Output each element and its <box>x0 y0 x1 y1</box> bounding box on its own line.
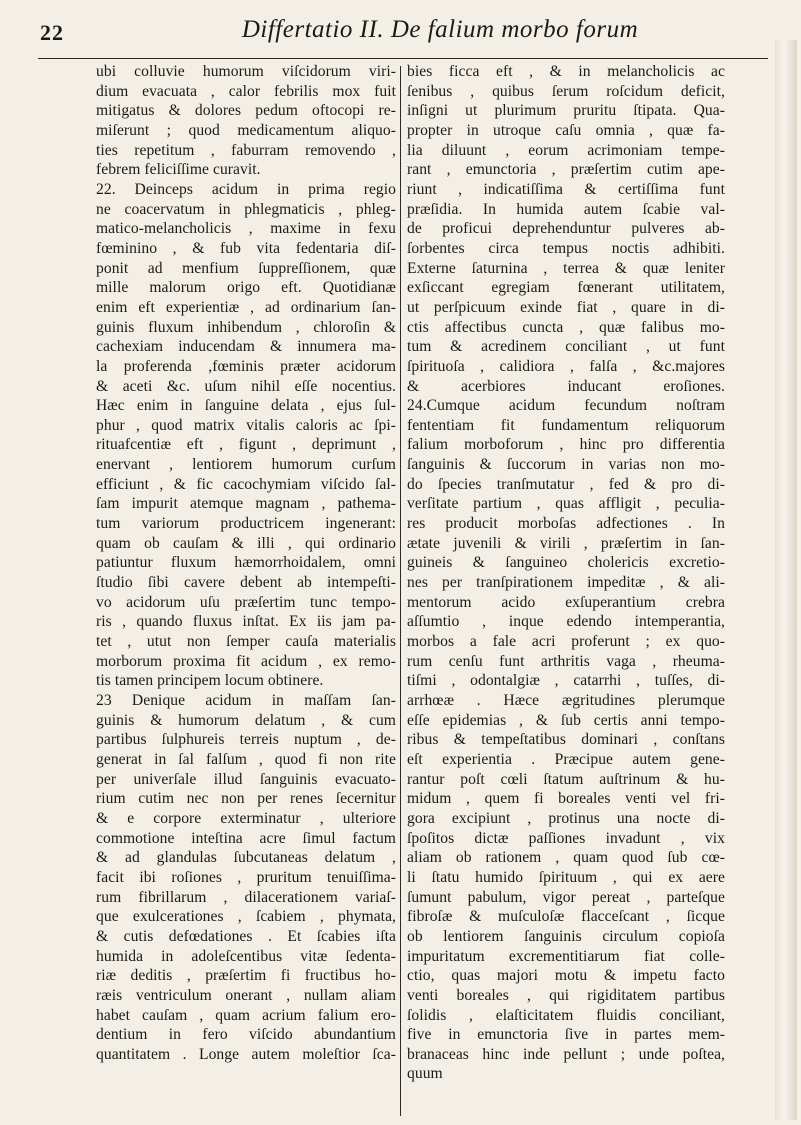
text-line: præſidia. In humida autem ſcabie val- <box>407 200 725 218</box>
text-line: rium cutim nec non per renes ſecernitur <box>96 790 396 808</box>
text-line: falium morboforum , hinc pro differentia <box>407 436 725 454</box>
text-line: patiuntur fluxum hæmorrhoidalem, omni <box>96 554 396 572</box>
text-line: ubi colluvie humorum viſcidorum viri- <box>96 63 396 80</box>
text-line: & cutis defœdationes . Et ſcabies iſta <box>96 927 396 945</box>
text-line: branaceas hinc inde pellunt ; unde poſtea, <box>407 1045 725 1063</box>
text-line: ne coacervatum in phlegmaticis , phleg- <box>96 200 396 218</box>
text-line: quantitatem . Longe autem moleſtior ſca- <box>96 1045 396 1063</box>
left-column <box>96 62 396 1064</box>
text-line: rant , emunctoria , præſertim cutim ape- <box>407 161 725 179</box>
text-line: Externe ſaturnina , terrea & quæ leniter <box>407 259 725 277</box>
text-line: la proferenda ,fœminis præter acidorum <box>96 357 396 375</box>
text-line: tiſmi , odontalgiæ , catarrhi , tuſſes, di- <box>407 672 725 690</box>
text-line: lia diluunt , eorum acrimoniam tempe- <box>407 141 725 159</box>
text-line: bies ficca eft , & in melancholicis ac <box>407 63 725 80</box>
text-line: inſigni ut plurimum pruritu ſtipata. Qua- <box>407 102 725 120</box>
text-line: 24.Cumque acidum fecundum noſtram <box>407 397 725 415</box>
text-line: ætate juvenili & virili , præſertim in ſan- <box>407 534 725 552</box>
text-line: cachexiam inducendam & innumera ma- <box>96 338 396 356</box>
text-line: & e corpore exterminatur , ulteriore <box>96 809 396 827</box>
text-line: ut perſpicuum exinde fiat , quare in di- <box>407 298 725 316</box>
page-edge-shadow <box>775 40 797 1120</box>
text-line: fententiam fit fundamentum reliquorum <box>407 416 725 434</box>
text-line: mitigatus & dolores pedum oftocopi re- <box>96 102 396 120</box>
text-line: ctio, quas majori motu & impetu facto <box>407 967 725 985</box>
text-line: habet cauſam , quam acrium falium ero- <box>96 1006 396 1024</box>
text-line: enim eft experientiæ , ad ordinarium ſan- <box>96 298 396 316</box>
column-separator <box>400 66 401 1116</box>
text-line: gora excipiunt , protinus una nocte di- <box>407 809 725 827</box>
text-line: de proficui deprehenduntur pulveres ab- <box>407 220 725 238</box>
text-line: efficiunt , & fic cacochymiam viſcido ſal- <box>96 475 396 493</box>
text-line: facit ibi roſiones , pruritum tenuiſſima- <box>96 868 396 886</box>
text-line: propter in utroque caſu omnia , quæ fa- <box>407 121 725 139</box>
text-line: & aceti &c. uſum nihil eſſe nocentius. <box>96 377 396 395</box>
text-line: ſumunt pabulum, vigor pereat , parteſque <box>407 888 725 906</box>
text-line: guineis & ſanguineo cholericis excretio- <box>407 554 725 572</box>
text-line: ſanguinis & ſuccorum in varias non mo- <box>407 456 725 474</box>
text-line: ris , quando fluxus inſtat. Ex iis jam pa- <box>96 613 396 631</box>
text-line: ſpirituoſa , calidiora , falſa , &c.majores <box>407 357 725 375</box>
text-line: que exulcerationes , ſcabiem , phymata, <box>96 908 396 926</box>
text-line: mille malorum origo eft. Quotidianæ <box>96 279 396 297</box>
text-line: miſerunt ; quod medicamentum aliquo- <box>96 121 396 139</box>
text-line: aliam ob rationem , quam quod ſub cœ- <box>407 849 725 867</box>
text-line: rituafcentiæ eft , figunt , deprimunt , <box>96 436 396 454</box>
text-line: & acerbiores inducant eroſiones. <box>407 377 725 395</box>
text-line: rum fibrillarum , dilacerationem variaſ- <box>96 888 396 906</box>
text-line: riæ deditis , præſertim fi fructibus ho- <box>96 967 396 985</box>
page-header <box>40 14 760 64</box>
text-line: eſt experientia . Præcipue autem gene- <box>407 750 725 768</box>
text-line: five in emunctoria ſive in partes mem- <box>407 1026 725 1044</box>
text-line: tet , utut non ſemper cauſa materialis <box>96 633 396 651</box>
text-line: mentorum acido exſuperantium crebra <box>407 593 725 611</box>
text-line: riunt , indicatiſſima & certiſſima funt <box>407 180 725 198</box>
text-line: ſpoſitos dictæ paſſiones invadunt , vix <box>407 829 725 847</box>
text-line: arrhœæ . Hæce ægritudines plerumque <box>407 692 725 709</box>
text-line: humida in adoleſcentibus vitæ ſedenta- <box>96 947 396 965</box>
text-line: guinis & humorum delatum , & cum <box>96 711 396 729</box>
text-line: generat in ſal falſum , quod fi non rite <box>96 750 396 768</box>
text-line: ſenibus , quibus ſerum roſcidum deficit, <box>407 82 725 100</box>
text-line: ribus & tempeſtatibus dominari , conſtans <box>407 731 725 749</box>
text-line: quum <box>407 1065 443 1083</box>
text-line: dium evacuata , calor febrilis mox fuit <box>96 82 396 100</box>
text-line: matico-melancholicis , maxime in fexu <box>96 220 396 238</box>
text-line: morborum proxima fit acidum , ex remo- <box>96 652 396 670</box>
text-line: guinis fluxum inhibendum , chloroſin & <box>96 318 396 336</box>
text-line: ctis affectibus cuncta , quæ falibus mo- <box>407 318 725 336</box>
text-line: tum variorum productricem ingenerant: <box>96 515 396 533</box>
running-title: Differtatio II. De falium morbo forum <box>241 16 639 43</box>
text-line: 23 Denique acidum in maſſam ſan- <box>96 692 396 709</box>
text-line: ſtudio ſibi cavere debent ab intempeſti- <box>96 574 396 592</box>
text-line: rantur poſt cœli ſtatum auſtrinum & hu- <box>407 770 725 788</box>
text-line: nes per tranſpirationem impeditæ , & ali- <box>407 574 725 592</box>
text-line: impuritatum excrementitiarum fiat colle- <box>407 947 725 965</box>
text-line: ræis ventriculum onerant , nullam aliam <box>96 986 396 1004</box>
text-line: do ſpecies tranſmutatur , fed & pro di- <box>407 475 725 493</box>
text-line: tis tamen principem locum obtinere. <box>96 672 324 690</box>
text-line: ob lentiorem ſanguinis circulum copioſa <box>407 927 725 945</box>
text-line: ſam impurit atemque magnam , pathema- <box>96 495 396 513</box>
text-line: ſolidis , elaſticitatem fluidis conciliant, <box>407 1006 725 1024</box>
text-line: fœminino , & fub vita fedentaria diſ- <box>96 239 396 257</box>
page-number: 22 <box>40 20 64 45</box>
text-line: verſitate partium , quas affligit , peculia- <box>407 495 725 513</box>
text-line: morbos a fale acri proferunt ; ex quo- <box>407 633 725 651</box>
text-line: midum , quem fi boreales venti vel fri- <box>407 790 725 808</box>
text-line: febrem feliciſſime curavit. <box>96 161 261 179</box>
text-line: li ſtatu humido ſpirituum , qui ex aere <box>407 868 725 886</box>
text-line: ſorbentes circa tempus noctis adhibiti. <box>407 239 725 257</box>
text-line: & ad glandulas ſubcutaneas delatum , <box>96 849 396 867</box>
text-line: phur , quod matrix vitalis caloris ac ſpi- <box>96 416 396 434</box>
text-line: enervant , lentiorem humorum curſum <box>96 456 396 474</box>
text-line: 22. Deinceps acidum in prima regio <box>96 180 396 198</box>
text-line: quam ob cauſam & illi , qui ordinario <box>96 534 396 552</box>
text-line: partibus ſulphureis terreis nuptum , de- <box>96 731 396 749</box>
text-line: commotione inteſtina acre ſimul factum <box>96 829 396 847</box>
text-line: res producit morboſas adfectiones . In <box>407 515 725 533</box>
text-line: rum cenſu funt arthritis vaga , rheuma- <box>407 652 725 670</box>
text-line: eſſe epidemias , & ſub certis anni tempo- <box>407 711 725 729</box>
text-line: aſſumtio , inque edendo intemperantia, <box>407 613 725 631</box>
text-line: dentium in fero viſcido abundantium <box>96 1026 396 1044</box>
right-column <box>407 62 725 1084</box>
text-line: fibroſæ & muſculoſæ flacceſcant , ſicque <box>407 908 725 926</box>
text-line: ties repetitum , faburram removendo , <box>96 141 396 159</box>
text-line: ponit ad menfium ſuppreſſionem, quæ <box>96 259 396 277</box>
text-line: exſiccant egregiam fœnerant utilitatem, <box>407 279 725 297</box>
text-line: per univerſale illud ſanguinis evacuato- <box>96 770 396 788</box>
text-line: vo acidorum uſu præſertim tunc tempo- <box>96 593 396 611</box>
text-line: Hæc enim in ſanguine delata , ejus ſul- <box>96 397 396 415</box>
header-rule <box>38 58 768 59</box>
text-line: tum & acredinem conciliant , ut funt <box>407 338 725 356</box>
text-line: venti boreales , qui rigiditatem partibus <box>407 986 725 1004</box>
